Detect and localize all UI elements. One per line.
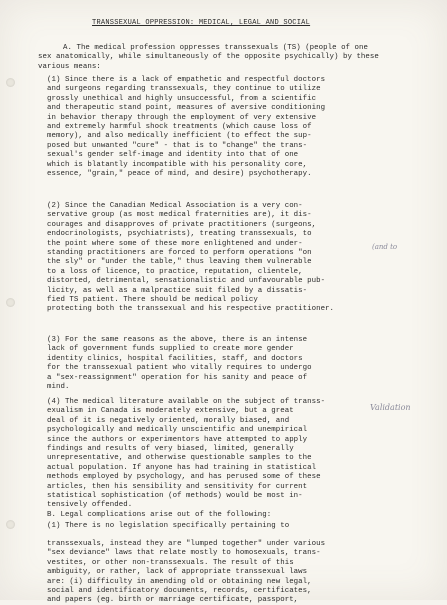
text-line: unrepresentative, and otherwise questionable samples to the xyxy=(47,454,312,463)
text-line: the point where some of these more enlightened and under- xyxy=(47,239,303,248)
text-line: to a loss of licence, to practice, reputation, clientele, xyxy=(47,267,303,276)
text-line: sex anatomically, while simultaneously of the opposite psychically) by these xyxy=(38,53,379,62)
text-line: identity clinics, hospital facilities, staff, and doctors xyxy=(47,354,303,363)
text-line: protecting both the transsexual and his respective practitioner. xyxy=(47,305,335,314)
text-line: and therapeutic stand point, measures of aversive conditioning xyxy=(47,104,326,113)
text-line: deal of it is negatively oriented, morally biased, and xyxy=(47,416,290,425)
text-line: exualism in Canada is moderately extensive, but a great xyxy=(47,407,294,416)
text-line: the sly" or "under the table," thus leaving them vulnerable xyxy=(47,258,312,267)
text-line: fied TS patient. There should be medical policy xyxy=(47,296,258,304)
punch-hole xyxy=(6,298,15,307)
margin-annotation: Validation xyxy=(370,403,411,412)
text-line: tensively offended. xyxy=(47,501,133,510)
text-line: servative group (as most medical fraternities are), it dis- xyxy=(47,211,312,220)
text-line: licity, as well as a malpractice suit filed by a dissatis- xyxy=(47,286,308,295)
punch-hole xyxy=(6,520,15,529)
text-line: psychologically and medically unscientific and unempirical xyxy=(47,426,308,435)
text-line: articles, then his sensibility and sensitivity for current xyxy=(47,482,308,491)
text-line: (2) Since the Canadian Medical Association is a very con- xyxy=(47,202,303,210)
text-line: B. Legal complications arise out of the following: xyxy=(47,510,272,519)
text-line: (1) Since there is a lack of empathetic and respectful doctors xyxy=(47,76,326,84)
text-line: sexual's gender self-image and identity into that of one xyxy=(47,151,299,160)
text-line: posed but unwanted "cure" - that is to "change" the trans- xyxy=(47,141,308,150)
text-line: A. The medical profession oppresses transsexuals (TS) (people of one xyxy=(63,44,368,52)
text-line: memory), and also medically inefficient (to effect the sup- xyxy=(47,132,312,141)
document-title: TRANSSEXUAL OPPRESSION: MEDICAL, LEGAL AND SOCIAL xyxy=(92,19,311,27)
text-line: (1) There is no legislation specifically pertaining to xyxy=(47,522,290,530)
text-line: (4) The medical literature available on the subject of transs- xyxy=(47,398,326,406)
text-line: distorted, detrimental, sensationalistic and unfavourable pub- xyxy=(47,277,326,286)
text-line: vestites, or other non-transsexuals. The result of this xyxy=(47,558,294,567)
text-line: which is blatantly incompatible with his personality core, xyxy=(47,160,308,169)
text-line: and extremely harmful shock treatments (which cause loss of xyxy=(47,123,312,131)
text-line: since the authors or experimentors have attempted to apply xyxy=(47,435,308,444)
text-line: grossly unethical and highly unsuccessful, from a scientific xyxy=(47,94,317,103)
text-line: endocrinologists, psychiatrists), treating transsexuals, to xyxy=(47,230,312,239)
text-line: findings and results of very biased, limited, generally xyxy=(47,445,294,453)
text-line: "sex deviance" laws that relate mostly to homosexuals, trans- xyxy=(47,549,321,558)
text-line: methods employed by psychology, and has perused some of these xyxy=(47,473,321,482)
text-line: courages and disapproves of private practitioners (surgeons, xyxy=(47,220,317,229)
text-line: in behavior therapy through the employment of very extensive xyxy=(47,113,317,122)
text-line: ambiguity, or rather, lack of appropriate transsexual laws xyxy=(47,568,308,577)
text-line: mind. xyxy=(47,383,70,391)
text-line: are: (i) difficulty in amending old or obtaining new legal, xyxy=(47,577,312,586)
text-line: (3) For the same reasons as the above, there is an intense xyxy=(47,336,308,344)
text-line: and papers (eg. birth or marriage certificate, passport, xyxy=(47,596,299,605)
text-line: statistical sophistication (of methods) would be most in- xyxy=(47,492,303,500)
text-line: various means: xyxy=(38,62,101,71)
text-line: lack of government funds supplied to create more gender xyxy=(47,345,294,354)
text-line: essence, "grain," peace of mind, and desire) psychotherapy. xyxy=(47,170,312,178)
text-line: actual population. If anyone has had training in statistical xyxy=(47,463,317,472)
text-line: and surgeons regarding transsexuals, they continue to utilize xyxy=(47,85,321,94)
text-line: transsexuals, instead they are "lumped together" under various xyxy=(47,540,326,548)
text-line: social and identificatory documents, records, certificates, xyxy=(47,587,312,595)
punch-hole xyxy=(6,78,15,87)
text-line: for the transsexual patient who vitally requires to undergo xyxy=(47,364,312,373)
text-line: standing practitioners are forced to perform operations "on xyxy=(47,249,312,257)
handwritten-note: (and to xyxy=(372,243,398,251)
text-line: a "sex-reassignment" operation for his sanity and peace of xyxy=(47,373,308,382)
